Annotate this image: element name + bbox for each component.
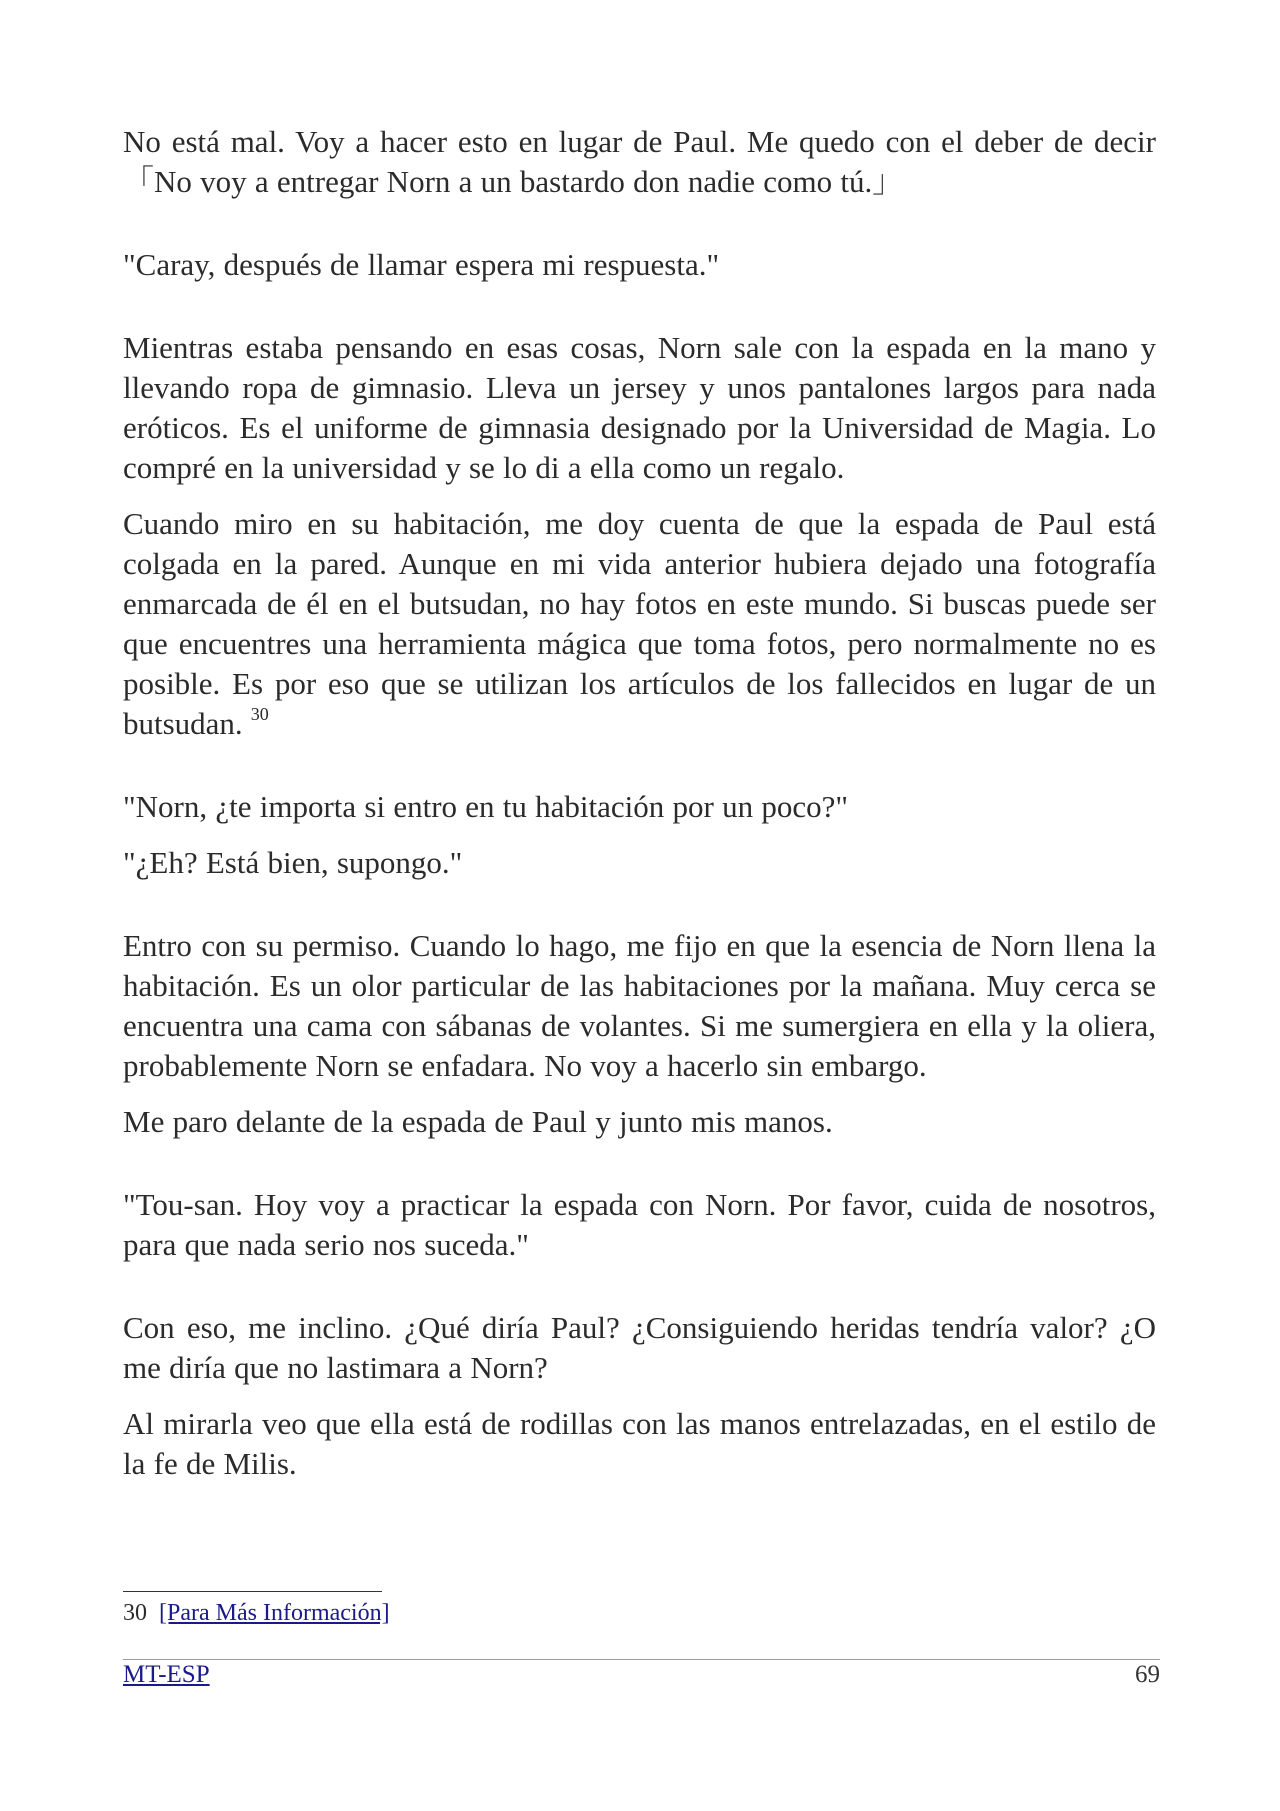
page-number: 69 xyxy=(1135,1661,1160,1688)
footnote-link[interactable]: [Para Más Información] xyxy=(159,1600,390,1626)
paragraph: Con eso, me inclino. ¿Qué diría Paul? ¿Consiguiendo heridas tendría valor? ¿O me diría que no lastimara a Norn? xyxy=(123,1310,1156,1385)
paragraph: "Caray, después de llamar espera mi respuesta." xyxy=(123,247,720,282)
paragraph: Mientras estaba pensando en esas cosas, Norn sale con la espada en la mano y llevando ropa de gimnasio. Lleva un jersey y unos pantalones largos para nada eróticos. Es el uniforme de gimnasia designado por la Universidad de Magia. Lo compré en la universidad y se lo di a ella como un regalo. xyxy=(123,330,1156,485)
page-body xyxy=(123,122,1156,1484)
paragraph: Al mirarla veo que ella está de rodillas con las manos entrelazadas, en el estilo de la fe de Milis. xyxy=(123,1406,1156,1481)
paragraph: "Tou-san. Hoy voy a practicar la espada con Norn. Por favor, cuida de nosotros, para que nada serio nos suceda." xyxy=(123,1187,1156,1262)
footer-divider xyxy=(123,1659,1160,1660)
footnote-reference[interactable]: 30 xyxy=(250,704,269,724)
footnote xyxy=(123,1598,390,1628)
paragraph: Entro con su permiso. Cuando lo hago, me fijo en que la esencia de Norn llena la habitación. Es un olor particular de las habitaciones por la mañana. Muy cerca se encuentra una cama con sábanas de volantes. Si me sumergiera en ella y la oliera, probablemente Norn se enfadara. No voy a hacerlo sin embargo. xyxy=(123,928,1156,1083)
paragraph: "Norn, ¿te importa si entro en tu habitación por un poco?" xyxy=(123,789,849,824)
footnote-divider xyxy=(123,1591,382,1592)
paragraph: Me paro delante de la espada de Paul y junto mis manos. xyxy=(123,1104,833,1139)
footnote-number: 30 xyxy=(123,1600,147,1626)
paragraph: No está mal. Voy a hacer esto en lugar de Paul. Me quedo con el deber de decir 「No voy a entregar Norn a un bastardo don nadie como tú.」 xyxy=(123,124,1156,199)
footer-site-link[interactable]: MT-ESP xyxy=(123,1661,210,1688)
paragraph: "¿Eh? Está bien, supongo." xyxy=(123,845,463,880)
paragraph xyxy=(123,504,1156,744)
document-page xyxy=(123,0,1160,1811)
paragraph-text: Cuando miro en su habitación, me doy cuenta de que la espada de Paul está colgada en la pared. Aunque en mi vida anterior hubiera dejado una fotografía enmarcada de él en el butsudan, no hay fotos en este mundo. Si buscas puede ser que encuentres una herramienta mágica que toma fotos, pero normalmente no es posible. Es por eso que se utilizan los artículos de los fallecidos en lugar de un butsudan. xyxy=(123,506,1156,741)
